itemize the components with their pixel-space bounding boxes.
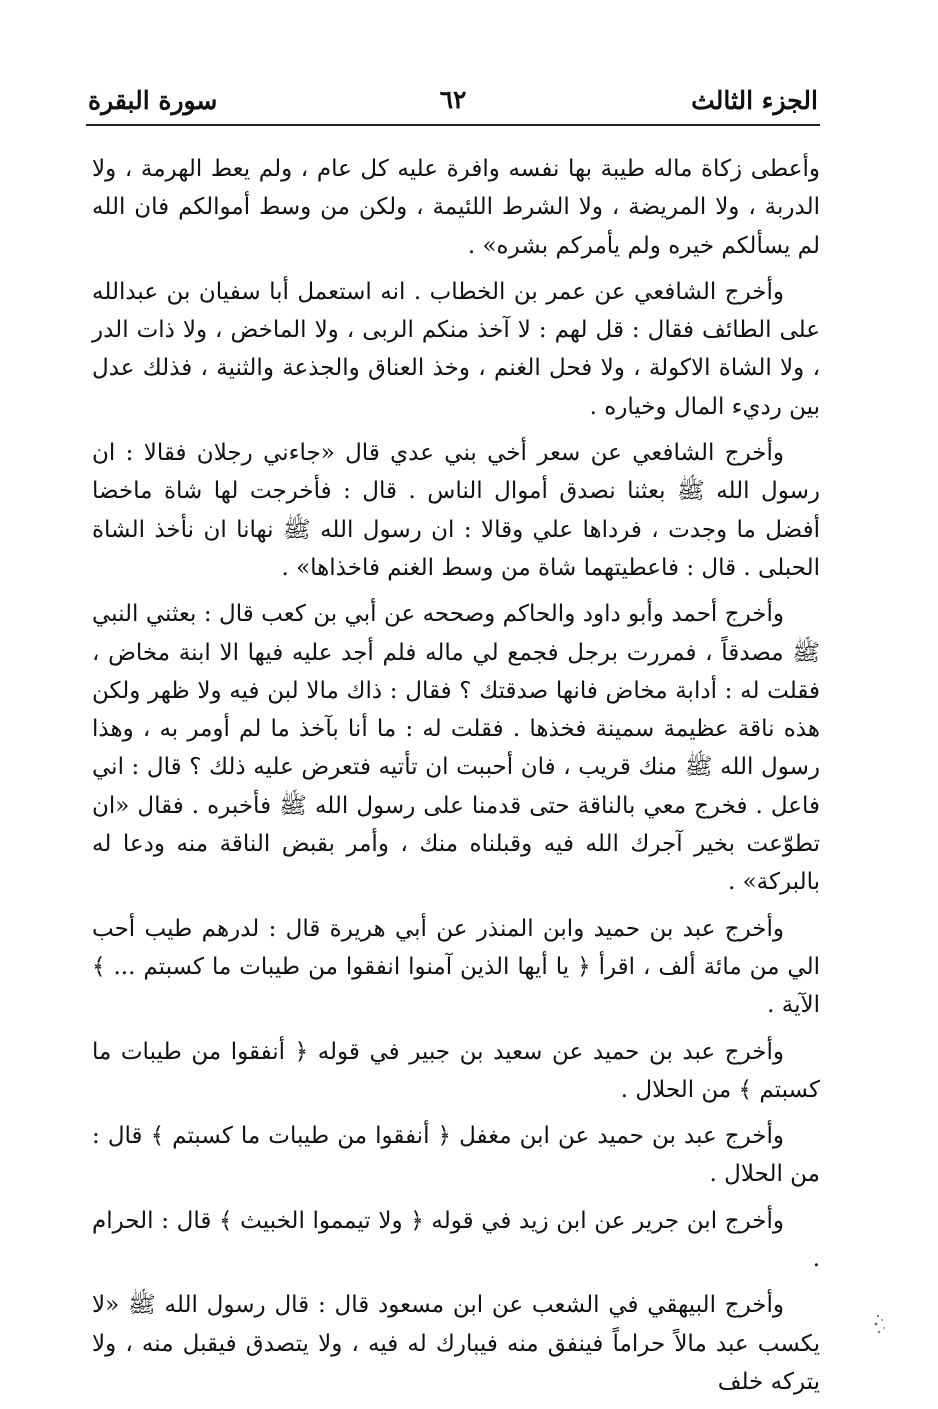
paragraph-5: وأخرج عبد بن حميد وابن المنذر عن أبي هريرة قال : لدرهم طيب أحب الي من مائة ألف ، اقرأ ﴿ يا أيها الذين آمنوا انفقوا من طيبات ما كسبتم ... ﴾ الآية . [92,915,820,1019]
paragraph-6: وأخرج عبد بن حميد عن سعيد بن جبير في قوله ﴿ أنفقوا من طيبات ما كسبتم ﴾ من الحلال . [92,1038,820,1103]
paragraph-9: وأخرج البيهقي في الشعب عن ابن مسعود قال : قال رسول الله ﷺ «لا يكسب عبد مالاً حراماً فينفق منه فيبارك له فيه ، ولا يتصدق فيقبل منه ، ولا يتركه خلف [92,1292,820,1395]
paragraph-1: وأعطى زكاة ماله طيبة بها نفسه وافرة عليه كل عام ، ولم يعط الهرمة ، ولا الدربة ، ولا المريضة ، ولا الشرط اللئيمة ، ولكن من وسط أموالكم فان الله لم يسألكم خيره ولم يأمركم بشره» . [92,156,820,259]
running-header [88,80,818,120]
paragraph-3: وأخرج الشافعي عن سعر أخي بني عدي قال «جاءني رجلان فقالا : ان رسول الله ﷺ بعثنا نصدق أموال الناس . قال : فأخرجت لها شاة ماخضا أفضل ما وجدت ، فرداها علي وقالا : ان رسول الله ﷺ نهانا ان نأخذ الشاة الحبلى . قال : فاعطيتهما شاة من وسط الغنم فاخذاها» . [92,440,820,581]
paragraph-7: وأخرج عبد بن حميد عن ابن مغفل ﴿ أنفقوا من طيبات ما كسبتم ﴾ قال : من الحلال . [92,1123,820,1188]
scan-specks [866,1308,896,1338]
page-number: ٦٢ [439,85,467,114]
paragraph-4: وأخرج أحمد وأبو داود والحاكم وصححه عن أبي بن كعب قال : بعثني النبي ﷺ مصدقاً ، فمررت برجل فجمع لي ماله فلم أجد عليه فيها الا ابنة مخاض ، فقلت له : أدابة مخاض فانها صدقتك ؟ فقال : ذاك مالا لبن فيه ولا ظهر ولكن هذه ناقة عظيمة سمينة فخذها . فقلت له : ما أنا بآخذ ما لم أومر به ، وهذا رسول الله ﷺ منك قريب ، فان أحببت ان تأتيه فتعرض عليه ذلك ؟ قال : اني فاعل . فخرج معي بالناقة حتى قدمنا على رسول الله ﷺ فأخبره . فقال «ان تطوّعت بخير آجرك الله فيه وقبلناه منك ، وأمر بقبض الناقة منه ودعا له بالبركة» . [92,601,820,896]
part-title: الجزء الثالث [691,85,818,115]
paragraph-8: وأخرج ابن جرير عن ابن زيد في قوله ﴿ ولا تيمموا الخبيث ﴾ قال : الحرام . [92,1207,820,1273]
paragraph-2: وأخرج الشافعي عن عمر بن الخطاب . انه استعمل أبا سفيان بن عبدالله على الطائف فقال : قل لهم : لا آخذ منكم الربى ، ولا الماخض ، ولا ذات الدر ، ولا الشاة الاكولة ، ولا فحل الغنم ، وخذ العناق والجذعة والثنية ، فذلك عدل بين رديء المال وخياره . [92,278,820,420]
surah-title: سورة البقرة [88,85,218,115]
header-rule [86,124,820,126]
page-body [92,150,820,1409]
